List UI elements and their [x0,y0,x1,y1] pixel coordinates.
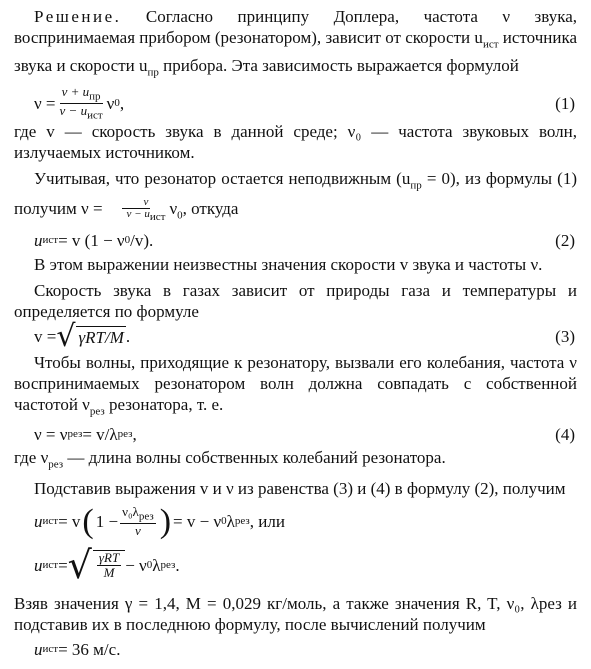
paragraph-values: Взяв значения γ = 1,4, M = 0,029 кг/моль, а также значения R, T, ν₀, λрез и подставив их в последнюю формулу, после вычислений получим [14,594,577,635]
paragraph-substitution: Подставив выражения v и ν из равенства (3) и (4) в формулу (2), получим [34,479,566,499]
equation-2: u ист = v (1 − ν 0 /v). (2) [34,231,575,251]
sqrt-sign: √ [67,543,92,588]
paragraph-wavelength: где $\nu_{рез}$ — длина волны собственных колебаний резонатора. [14,447,446,471]
equation-4: ν = ν рез = v/λ рез , (4) [34,424,575,444]
paragraph-unknowns: В этом выражении неизвестны значения скорости v звука и частоты ν. [34,254,543,274]
equation-3: v = √ γRT/M . (3) [34,318,575,354]
eq1-fraction: $\frac{v + u_{пр}}{v - u_{ист}}$ [59,83,103,122]
equation-6: u ист = √ $\frac{\text{γRT}}{M}$ − ν 0 λ рез . [34,543,180,588]
equation-5: u ист = v ( 1 − $\frac{\nu_0\lambda_{рез}}{v}$ ) = v − ν 0 λ рез , или [34,502,285,540]
equation-number-4: (4) [555,424,575,444]
paragraph-resonance: Чтобы волны, приходящие к резонатору, вызвали его колебания, частота ν воспринимаемых резонатором волн должна совпадать с собственной частотой $\nu_{рез}$ резонатора, т. е. [14,352,577,417]
equation-number-3: (3) [555,327,575,347]
paragraph-definitions: где v — скорость звука в данной среде; ν₀ — частота звуковых волн, излучаемых источником. [14,121,577,162]
equation-result: u ист = 36 м/с. [34,639,121,659]
sqrt-sign: √ [56,318,76,354]
sqrt-expression: √ γRT/M [56,318,124,354]
inline-fraction: $\frac{v}{v - u_{ист}}$ [105,197,168,223]
equation-number-2: (2) [555,231,575,251]
equation-number-1: (1) [555,94,575,114]
paragraph-resonator: Учитывая, что резонатор остается неподвижным $(u_{пр} = 0)$, из формулы (1) получим ν = $\frac{v}{v - u_{ист}}$ $\nu_0$, откуда [14,168,577,224]
paragraph-intro: Решение. Согласно принципу Доплера, частота ν звука, воспринимаемая прибором (резонатором), зависит от скорости $u_{ист}$ источника звука и скорости $u_{пр}$ прибора. Эта зависимость выражается формулой [14,7,578,79]
equation-1: ν = $\frac{v + u_{пр}}{v - u_{ист}}$ ν 0 , (1) [34,83,575,122]
sqrt-expression-2 [67,543,126,588]
eq6-fraction: $\frac{\text{γRT}}{M}$ [98,550,120,581]
paragraph-sound-speed: Скорость звука в газах зависит от природы газа и температуры и определяется по формуле [14,280,577,321]
solution-label: Решение. [34,7,122,26]
eq5-fraction: $\frac{\nu_0\lambda_{рез}}{v}$ [122,503,154,539]
